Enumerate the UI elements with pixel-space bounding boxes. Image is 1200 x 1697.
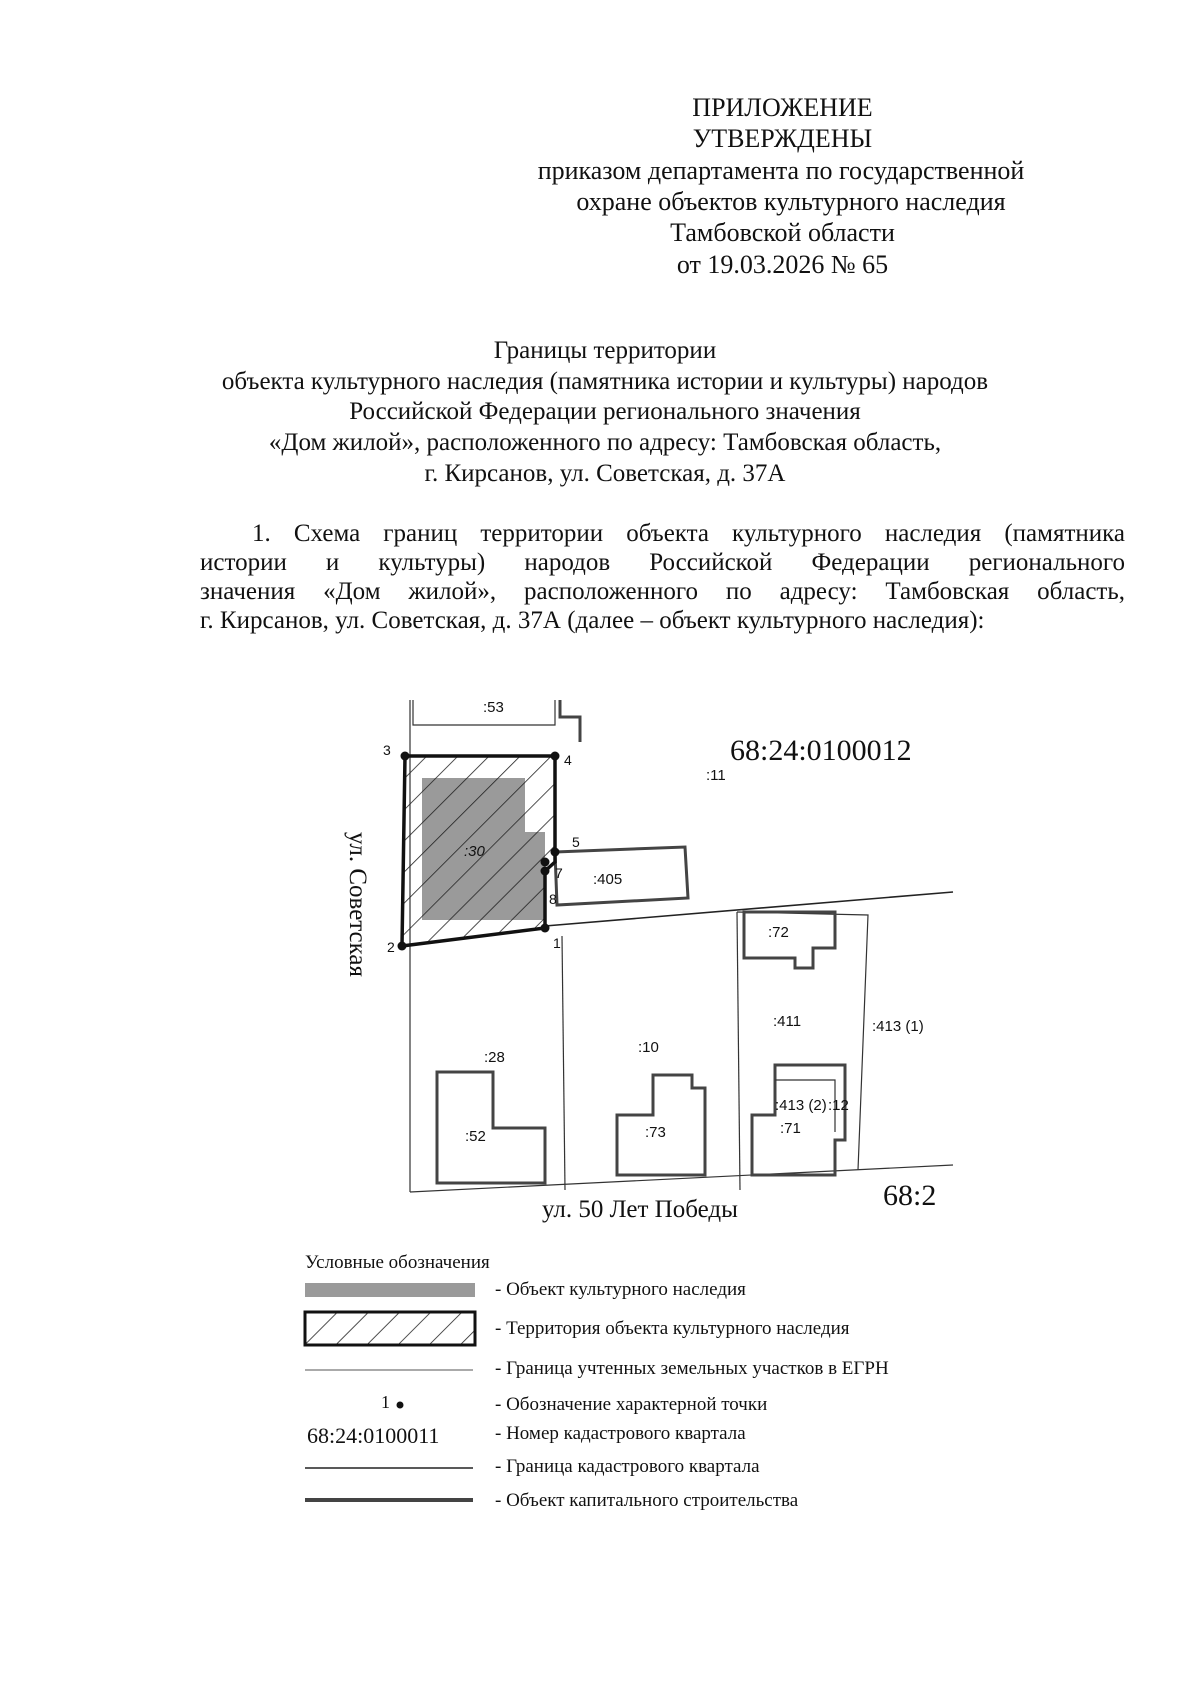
title-line-2: объекта культурного наследия (памятника истории и культуры) народов [221, 368, 989, 395]
legend-item-territory: - Территория объекта культурного наследия [495, 1318, 850, 1339]
parcel-11-label: :11 [706, 767, 726, 784]
legend-item-quarter-boundary: - Граница кадастрового квартала [495, 1456, 760, 1477]
legend-heritage-swatch [305, 1283, 475, 1297]
paragraph-line-4: г. Кирсанов, ул. Советская, д. 37А (далее – объект культурного наследия): [200, 607, 985, 634]
legend-quarter-sample: 68:24:0100011 [307, 1423, 440, 1448]
parcel-boundary-10-28 [562, 936, 565, 1190]
point-4-marker [551, 752, 560, 761]
parcel-411-label: :411 [773, 1013, 802, 1030]
header-department: охране объектов культурного наследия [576, 187, 1006, 216]
title-line-4: «Дом жилой», расположенного по адресу: Тамбовская область, [268, 429, 942, 456]
point-3-marker [401, 752, 410, 761]
legend-symbols [305, 1283, 475, 1500]
quarter-boundary-line [545, 892, 953, 926]
header-date: от 19.03.2026 № 65 [676, 250, 889, 279]
point-1-marker [541, 924, 550, 933]
header-appendix: ПРИЛОЖЕНИЕ [692, 93, 873, 122]
parcel-71-label: :71 [780, 1120, 801, 1137]
street-sovetskaya: ул. Советская [344, 832, 371, 977]
quarter-number-main: 68:24:0100012 [730, 734, 912, 767]
building-72 [744, 912, 835, 968]
legend-item-parcel-boundary: - Граница учтенных земельных участков в ЕГРН [495, 1358, 889, 1379]
parcel-52-label: :52 [465, 1128, 486, 1145]
paragraph-line-3: значения «Дом жилой», расположенного по адресу: Тамбовская область, [200, 578, 1125, 605]
point-3-label: 3 [383, 742, 391, 758]
point-1-label: 1 [553, 935, 561, 951]
title-line-5: г. Кирсанов, ул. Советская, д. 37А [424, 460, 786, 487]
quarter-number-corner: 68:2 [883, 1179, 937, 1212]
legend-item-building: - Объект капитального строительства [495, 1490, 799, 1511]
header-approved: УТВЕРЖДЕНЫ [692, 124, 873, 153]
parcel-405-label: :405 [593, 871, 623, 888]
title-line-3: Российской Федерации регионального значения [349, 398, 861, 425]
south-parcel-boundary [410, 1165, 953, 1192]
header-order: приказом департамента по государственной [537, 156, 1025, 185]
title-line-1: Границы территории [493, 337, 717, 364]
parcel-72-label: :72 [768, 924, 789, 941]
point-2-marker [398, 942, 407, 951]
legend-item-heritage: - Объект культурного наследия [495, 1279, 746, 1300]
legend-title: Условные обозначения [305, 1252, 490, 1273]
legend-item-quarter-number: - Номер кадастрового квартала [495, 1423, 746, 1444]
paragraph-line-2: истории и культуры) народов Российской Федерации регионального [200, 549, 1125, 576]
legend-item-point: - Обозначение характерной точки [495, 1394, 768, 1415]
point-5-marker [551, 848, 560, 857]
point-4-label: 4 [564, 752, 572, 768]
parcel-10-label: :10 [638, 1039, 659, 1056]
street-50-let-pobedy: ул. 50 Лет Победы [542, 1196, 738, 1223]
parcel-28-label: :28 [484, 1049, 505, 1066]
point-7-label: 7 [555, 865, 563, 881]
parcel-411-boundary [737, 912, 868, 1170]
point-5-label: 5 [572, 834, 580, 850]
parcel-30-label: :30 [464, 843, 485, 860]
point-2-label: 2 [387, 939, 395, 955]
parcel-boundary-411-10 [737, 912, 740, 1190]
point-7-marker [541, 858, 550, 867]
parcel-73-label: :73 [645, 1124, 666, 1141]
header-region: Тамбовской области [670, 218, 895, 247]
parcel-12-label: :12 [828, 1097, 849, 1114]
legend-territory-swatch [305, 1312, 475, 1345]
parcel-53-label: :53 [483, 699, 504, 716]
legend-point-marker [397, 1402, 404, 1409]
point-8-label: 8 [549, 891, 557, 907]
point-8-marker [541, 867, 550, 876]
building-53 [560, 700, 580, 742]
parcel-413-1-label: :413 (1) [872, 1018, 924, 1035]
parcel-413-2-label: :413 (2) [775, 1097, 827, 1114]
building-52 [437, 1072, 545, 1183]
legend-point-number: 1 [381, 1392, 390, 1412]
paragraph-line-1: 1. Схема границ территории объекта культурного наследия (памятника [252, 520, 1125, 547]
